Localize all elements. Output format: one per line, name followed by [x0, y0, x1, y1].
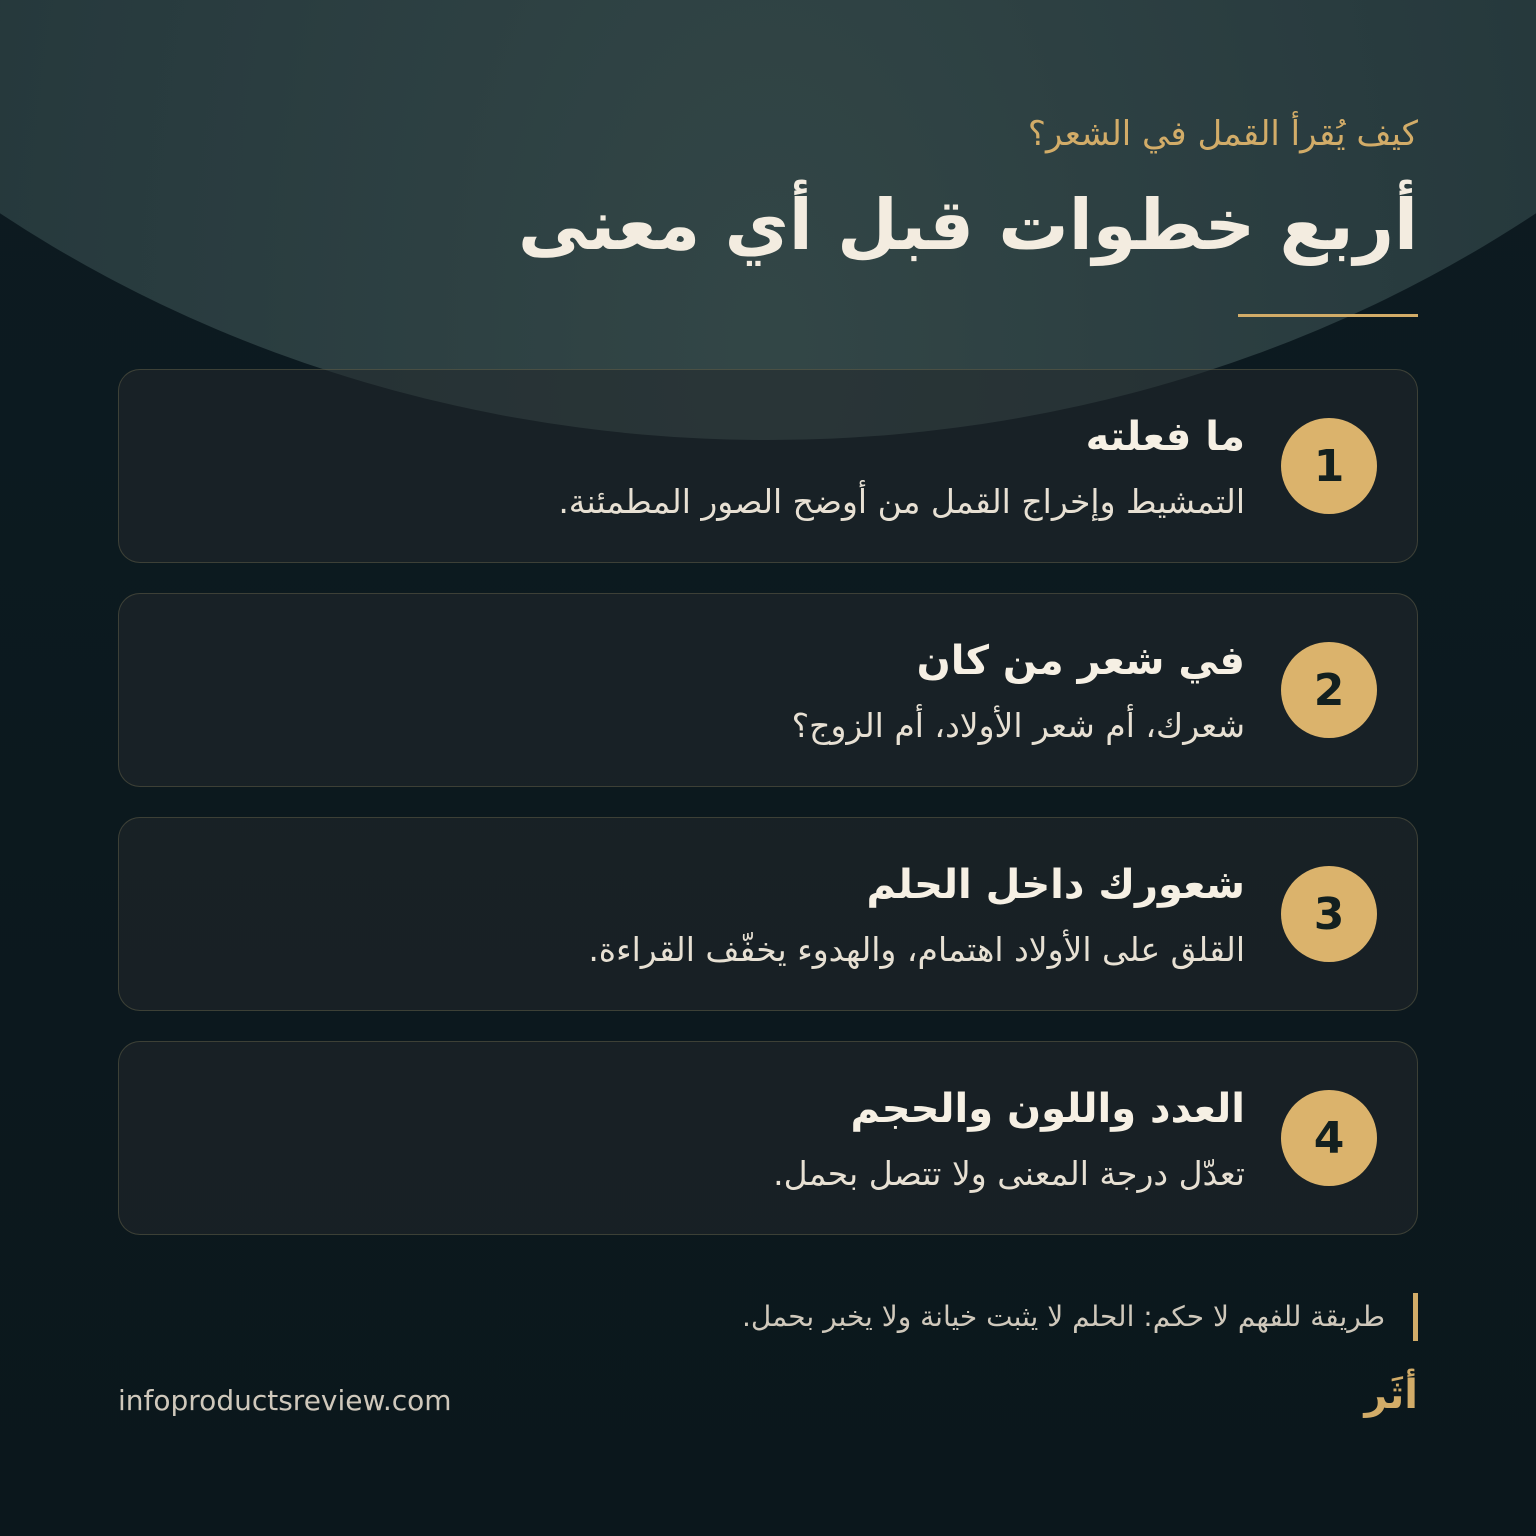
step-number-badge: 1 [1281, 418, 1377, 514]
step-card-2 [118, 593, 1418, 787]
step-title: العدد واللون والحجم [850, 1086, 1245, 1132]
step-description: تعدّل درجة المعنى ولا تتصل بحمل. [773, 1154, 1245, 1193]
step-description: شعرك، أم شعر الأولاد، أم الزوج؟ [791, 706, 1245, 745]
brand-logo: أثَر [1364, 1372, 1418, 1418]
step-description: التمشيط وإخراج القمل من أوضح الصور المطمئنة. [558, 482, 1245, 521]
step-card-1 [118, 369, 1418, 563]
page-title: أربع خطوات قبل أي معنى [517, 184, 1418, 266]
step-card-3 [118, 817, 1418, 1011]
step-title: شعورك داخل الحلم [866, 862, 1245, 908]
disclaimer-note: طريقة للفهم لا حكم: الحلم لا يثبت خيانة ولا يخبر بحمل. [742, 1293, 1418, 1341]
step-title: ما فعلته [1085, 414, 1245, 460]
steps-list [118, 369, 1418, 1265]
step-number-badge: 4 [1281, 1090, 1377, 1186]
step-card-4 [118, 1041, 1418, 1235]
step-number-badge: 2 [1281, 642, 1377, 738]
step-description: القلق على الأولاد اهتمام، والهدوء يخفّف القراءة. [588, 930, 1245, 969]
website-url: infoproductsreview.com [118, 1384, 452, 1417]
step-title: في شعر من كان [916, 638, 1245, 684]
kicker-text: كيف يُقرأ القمل في الشعر؟ [1027, 114, 1418, 154]
title-divider [1238, 314, 1418, 317]
step-number-badge: 3 [1281, 866, 1377, 962]
